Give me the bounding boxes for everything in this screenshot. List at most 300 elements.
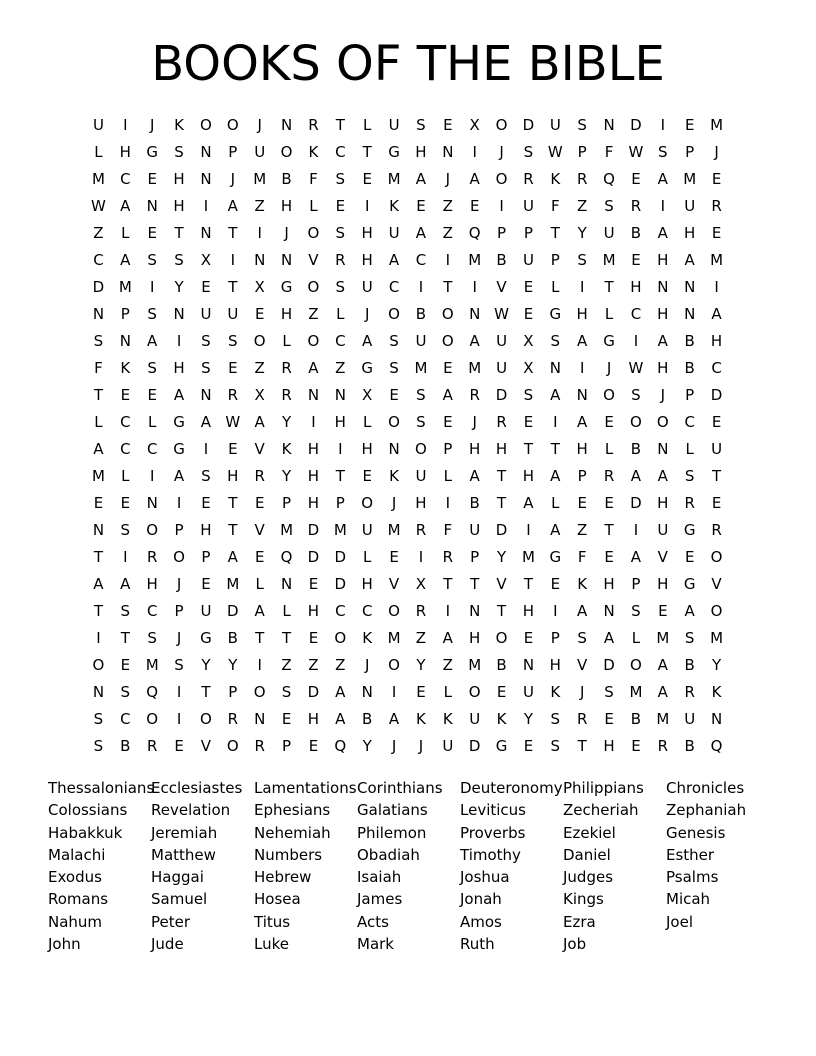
grid-letter: M xyxy=(91,170,105,188)
grid-letter: R xyxy=(308,116,319,134)
grid-letter: Z xyxy=(442,656,453,674)
grid-letter: S xyxy=(389,332,399,350)
grid-letter: H xyxy=(307,440,320,458)
grid-letter: U xyxy=(549,116,561,134)
grid-letter: I xyxy=(257,656,262,674)
grid-letter: Y xyxy=(523,710,534,728)
grid-letter: E xyxy=(523,413,534,431)
grid-letter: I xyxy=(203,197,209,215)
word-list-item: Genesis xyxy=(666,823,726,842)
grid-letter: R xyxy=(684,683,695,701)
grid-letter: U xyxy=(200,602,212,620)
grid-letter: O xyxy=(334,629,347,647)
grid-letter: M xyxy=(91,467,105,485)
word-list-item: Zephaniah xyxy=(666,801,747,820)
word-list-item: Lamentations xyxy=(254,779,357,797)
grid-letter: N xyxy=(146,197,158,215)
grid-letter: A xyxy=(173,467,185,485)
grid-row xyxy=(85,598,730,625)
grid-row xyxy=(85,679,730,706)
grid-letter: P xyxy=(174,521,184,539)
grid-row xyxy=(85,301,730,328)
grid-letter: W xyxy=(494,305,509,323)
grid-letter: S xyxy=(147,359,157,377)
grid-letter: S xyxy=(684,467,695,485)
grid-letter: P xyxy=(497,224,507,242)
grid-letter: H xyxy=(361,575,373,593)
grid-letter: I xyxy=(553,602,558,620)
grid-letter: N xyxy=(549,359,561,377)
grid-letter: G xyxy=(683,575,696,593)
grid-letter: O xyxy=(307,224,320,242)
grid-letter: P xyxy=(228,683,238,701)
grid-letter: V xyxy=(254,521,265,539)
grid-letter: N xyxy=(280,251,293,269)
word-list-item: Habakkuk xyxy=(48,823,123,842)
grid-letter: N xyxy=(522,656,535,674)
grid-letter: A xyxy=(120,251,131,269)
grid-letter: M xyxy=(629,683,643,701)
grid-letter: M xyxy=(656,710,670,728)
word-list-item: Daniel xyxy=(563,845,611,864)
word-list-item: Jude xyxy=(151,935,184,954)
grid-letter: E xyxy=(147,224,157,242)
grid-letter: H xyxy=(227,467,239,485)
grid-letter: O xyxy=(630,413,642,431)
grid-letter: S xyxy=(93,710,104,728)
grid-letter: Y xyxy=(201,656,211,674)
grid-letter: R xyxy=(281,386,292,404)
grid-letter: U xyxy=(684,710,696,728)
grid-letter: N xyxy=(173,305,185,323)
grid-letter: H xyxy=(334,413,346,431)
grid-letter: F xyxy=(604,143,614,161)
grid-letter: U xyxy=(496,332,508,350)
grid-letter: A xyxy=(442,386,453,404)
grid-letter: O xyxy=(280,143,293,161)
grid-letter: K xyxy=(308,143,319,161)
grid-letter: U xyxy=(361,278,373,296)
grid-letter: R xyxy=(603,467,615,485)
grid-letter: B xyxy=(281,170,292,188)
grid-letter: E xyxy=(254,548,265,566)
grid-letter: H xyxy=(119,143,131,161)
grid-letter: O xyxy=(630,656,642,674)
grid-letter: I xyxy=(176,332,182,350)
grid-letter: Y xyxy=(416,656,426,674)
grid-letter: O xyxy=(226,737,239,755)
word-list-item: Corinthians xyxy=(357,779,443,797)
word-list-item: Proverbs xyxy=(460,823,526,842)
grid-letter: S xyxy=(120,683,131,701)
grid-row xyxy=(85,571,730,598)
grid-letter: E xyxy=(201,575,211,593)
grid-letter: T xyxy=(93,386,104,404)
grid-row xyxy=(85,436,730,463)
grid-letter: Z xyxy=(308,656,319,674)
grid-letter: E xyxy=(523,737,534,755)
word-list-item: Ezekiel xyxy=(563,823,616,842)
grid-letter: E xyxy=(711,413,722,431)
grid-letter: H xyxy=(549,656,561,674)
grid-letter: Y xyxy=(577,224,587,242)
grid-letter: C xyxy=(335,143,346,161)
grid-letter: A xyxy=(577,413,588,431)
grid-letter: R xyxy=(335,251,346,269)
grid-letter: I xyxy=(176,710,182,728)
grid-letter: N xyxy=(603,602,615,620)
grid-letter: J xyxy=(579,683,585,701)
grid-letter: A xyxy=(657,467,668,485)
grid-letter: S xyxy=(147,251,157,269)
grid-letter: C xyxy=(335,332,346,350)
grid-row xyxy=(85,220,730,247)
grid-row xyxy=(85,247,730,274)
grid-letter: E xyxy=(684,548,695,566)
word-list-item: Matthew xyxy=(151,845,216,864)
grid-letter: N xyxy=(684,278,696,296)
grid-letter: X xyxy=(469,116,480,134)
grid-letter: E xyxy=(604,548,614,566)
page-title: BOOKS OF THE BIBLE xyxy=(151,36,665,92)
grid-letter: M xyxy=(656,629,670,647)
grid-letter: J xyxy=(714,143,719,161)
grid-letter: O xyxy=(388,413,400,431)
grid-letter: A xyxy=(254,602,265,620)
grid-letter: T xyxy=(228,278,238,296)
grid-letter: Z xyxy=(335,359,346,377)
grid-letter: J xyxy=(391,494,397,512)
grid-letter: E xyxy=(684,116,695,134)
grid-letter: G xyxy=(495,737,508,755)
word-list-item: Ruth xyxy=(460,935,495,954)
grid-letter: T xyxy=(281,629,292,647)
grid-letter: O xyxy=(388,305,400,323)
grid-letter: I xyxy=(499,197,504,215)
grid-letter: A xyxy=(657,683,668,701)
word-list-item: Thessalonians xyxy=(48,779,155,797)
grid-letter: L xyxy=(282,602,291,620)
grid-letter: E xyxy=(711,170,722,188)
grid-letter: E xyxy=(228,440,238,458)
grid-letter: P xyxy=(120,305,130,323)
grid-letter: H xyxy=(173,197,185,215)
grid-letter: S xyxy=(550,710,561,728)
grid-letter: R xyxy=(254,737,265,755)
grid-letter: U xyxy=(603,224,615,242)
grid-letter: E xyxy=(443,359,453,377)
grid-letter: A xyxy=(200,413,212,431)
grid-letter: Z xyxy=(442,224,453,242)
grid-letter: I xyxy=(149,467,155,485)
word-list-item: Ezra xyxy=(563,912,596,931)
grid-letter: T xyxy=(496,494,507,512)
grid-letter: N xyxy=(469,305,481,323)
grid-letter: L xyxy=(551,278,560,296)
grid-letter: E xyxy=(389,548,399,566)
grid-letter: N xyxy=(657,440,669,458)
grid-letter: R xyxy=(630,197,642,215)
grid-row xyxy=(85,193,730,220)
grid-letter: O xyxy=(441,332,454,350)
grid-letter: E xyxy=(308,575,319,593)
grid-row xyxy=(85,706,730,733)
grid-letter: M xyxy=(602,251,616,269)
grid-row xyxy=(85,112,730,139)
grid-letter: T xyxy=(496,467,507,485)
grid-letter: D xyxy=(92,278,105,296)
grid-letter: U xyxy=(522,197,534,215)
grid-letter: A xyxy=(550,467,561,485)
word-list-item: Kings xyxy=(563,890,604,909)
grid-row xyxy=(85,274,730,301)
grid-letter: D xyxy=(227,602,239,620)
grid-letter: G xyxy=(388,143,400,161)
grid-letter: D xyxy=(307,521,320,539)
grid-letter: H xyxy=(657,359,669,377)
grid-letter: M xyxy=(387,521,401,539)
word-list-item: Philippians xyxy=(563,779,644,797)
grid-row xyxy=(85,328,730,355)
grid-letter: M xyxy=(710,629,724,647)
grid-letter: R xyxy=(227,710,239,728)
word-list-item: Zecheriah xyxy=(563,801,639,820)
grid-letter: A xyxy=(577,332,588,350)
grid-letter: F xyxy=(94,359,103,377)
word-list-item: Timothy xyxy=(460,845,521,864)
grid-letter: O xyxy=(173,548,185,566)
grid-letter: A xyxy=(388,251,400,269)
grid-letter: U xyxy=(227,305,239,323)
word-list-item: Amos xyxy=(460,912,502,931)
word-list-item: Mark xyxy=(357,935,394,954)
grid-letter: E xyxy=(254,305,265,323)
grid-letter: R xyxy=(254,467,265,485)
grid-letter: V xyxy=(496,278,507,296)
grid-letter: N xyxy=(469,602,481,620)
grid-letter: P xyxy=(550,629,560,647)
grid-letter: D xyxy=(468,737,481,755)
word-list-item: Titus xyxy=(254,912,291,931)
grid-letter: R xyxy=(442,548,454,566)
grid-letter: M xyxy=(468,656,482,674)
grid-letter: E xyxy=(711,224,722,242)
grid-letter: R xyxy=(711,197,722,215)
grid-letter: E xyxy=(120,656,131,674)
grid-letter: R xyxy=(576,710,588,728)
grid-letter: O xyxy=(388,602,400,620)
grid-letter: O xyxy=(307,332,320,350)
grid-letter: J xyxy=(418,737,424,755)
grid-letter: E xyxy=(308,629,319,647)
word-list-item: Exodus xyxy=(48,868,102,887)
grid-letter: E xyxy=(443,413,453,431)
grid-letter: S xyxy=(201,332,211,350)
grid-letter: C xyxy=(120,440,131,458)
grid-letter: D xyxy=(630,116,642,134)
grid-letter: A xyxy=(657,170,668,188)
grid-letter: V xyxy=(308,251,319,269)
grid-letter: C xyxy=(146,440,158,458)
grid-letter: J xyxy=(445,170,451,188)
grid-letter: Q xyxy=(468,224,481,242)
grid-letter: H xyxy=(603,737,615,755)
grid-letter: N xyxy=(280,116,293,134)
grid-letter: H xyxy=(307,467,320,485)
grid-letter: I xyxy=(391,683,397,701)
grid-letter: H xyxy=(173,170,185,188)
word-list-item: Jeremiah xyxy=(151,823,218,842)
grid-letter: E xyxy=(604,413,614,431)
grid-letter: G xyxy=(361,359,373,377)
word-list-item: Ecclesiastes xyxy=(151,779,243,797)
grid-letter: X xyxy=(254,278,265,296)
grid-letter: S xyxy=(523,386,534,404)
grid-row xyxy=(85,625,730,652)
grid-letter: E xyxy=(147,386,157,404)
grid-letter: R xyxy=(684,494,695,512)
word-list-item: Luke xyxy=(254,935,289,954)
grid-letter: L xyxy=(255,575,264,593)
grid-letter: E xyxy=(523,278,534,296)
grid-letter: A xyxy=(308,359,319,377)
grid-letter: I xyxy=(123,116,128,134)
grid-letter: I xyxy=(418,548,424,566)
grid-letter: H xyxy=(361,251,373,269)
grid-letter: B xyxy=(684,656,695,674)
grid-letter: C xyxy=(684,413,695,431)
grid-letter: R xyxy=(657,737,669,755)
grid-letter: Y xyxy=(362,737,372,755)
grid-letter: P xyxy=(282,494,292,512)
grid-letter: U xyxy=(469,710,481,728)
grid-letter: L xyxy=(363,413,372,431)
grid-letter: M xyxy=(226,575,240,593)
grid-letter: X xyxy=(415,575,427,593)
grid-letter: S xyxy=(147,629,157,647)
grid-letter: L xyxy=(336,305,345,323)
word-list-item: Isaiah xyxy=(357,868,402,887)
grid-letter: I xyxy=(526,521,531,539)
grid-letter: I xyxy=(553,413,558,431)
grid-letter: D xyxy=(307,683,320,701)
grid-letter: N xyxy=(280,575,293,593)
grid-letter: C xyxy=(388,278,400,296)
grid-letter: M xyxy=(387,629,401,647)
grid-letter: S xyxy=(174,251,184,269)
grid-letter: E xyxy=(120,494,131,512)
grid-letter: J xyxy=(176,575,182,593)
grid-letter: U xyxy=(522,251,534,269)
grid-letter: L xyxy=(94,143,103,161)
grid-letter: A xyxy=(120,575,131,593)
grid-letter: N xyxy=(334,386,346,404)
grid-letter: T xyxy=(228,521,238,539)
grid-letter: S xyxy=(120,602,131,620)
grid-letter: V xyxy=(388,575,400,593)
grid-letter: W xyxy=(628,359,644,377)
grid-letter: A xyxy=(93,575,104,593)
grid-letter: O xyxy=(92,656,105,674)
grid-letter: D xyxy=(495,521,508,539)
grid-letter: H xyxy=(576,440,588,458)
grid-letter: Z xyxy=(335,656,346,674)
grid-letter: T xyxy=(362,143,372,161)
grid-letter: T xyxy=(228,494,238,512)
word-list-item: Deuteronomy xyxy=(460,779,563,797)
grid-letter: L xyxy=(148,413,157,431)
grid-letter: R xyxy=(711,521,722,539)
grid-letter: J xyxy=(606,359,612,377)
grid-letter: A xyxy=(415,224,427,242)
grid-letter: L xyxy=(363,548,372,566)
grid-letter: T xyxy=(93,602,104,620)
grid-letter: M xyxy=(280,521,294,539)
grid-letter: P xyxy=(443,440,453,458)
grid-letter: C xyxy=(630,305,642,323)
grid-letter: L xyxy=(94,413,103,431)
grid-letter: C xyxy=(415,251,427,269)
grid-row xyxy=(85,382,730,409)
grid-letter: J xyxy=(364,305,370,323)
grid-letter: A xyxy=(603,629,615,647)
grid-letter: S xyxy=(416,116,426,134)
grid-letter: B xyxy=(630,224,642,242)
word-list-item: Micah xyxy=(666,890,711,909)
grid-letter: I xyxy=(579,278,585,296)
grid-letter: O xyxy=(226,116,239,134)
grid-letter: T xyxy=(711,467,722,485)
grid-letter: Z xyxy=(442,197,453,215)
grid-letter: K xyxy=(577,575,588,593)
grid-letter: S xyxy=(147,305,157,323)
grid-letter: K xyxy=(389,197,399,215)
grid-letter: P xyxy=(577,143,587,161)
grid-row xyxy=(85,463,730,490)
grid-letter: H xyxy=(469,440,481,458)
grid-letter: S xyxy=(550,332,561,350)
grid-letter: U xyxy=(469,521,481,539)
grid-letter: I xyxy=(364,197,370,215)
grid-letter: N xyxy=(361,683,373,701)
grid-letter: J xyxy=(472,413,477,431)
grid-letter: I xyxy=(445,251,451,269)
grid-letter: N xyxy=(254,251,266,269)
grid-letter: S xyxy=(604,683,614,701)
grid-letter: Z xyxy=(415,629,427,647)
grid-letter: N xyxy=(684,305,696,323)
grid-letter: T xyxy=(443,575,453,593)
grid-letter: O xyxy=(253,332,266,350)
grid-letter: I xyxy=(230,251,236,269)
grid-letter: E xyxy=(93,494,104,512)
grid-letter: A xyxy=(684,602,695,620)
grid-letter: S xyxy=(120,521,131,539)
grid-letter: D xyxy=(522,116,535,134)
grid-letter: X xyxy=(254,386,265,404)
grid-letter: P xyxy=(335,494,345,512)
grid-letter: L xyxy=(363,116,372,134)
grid-letter: T xyxy=(604,521,614,539)
grid-letter: U xyxy=(496,359,508,377)
grid-letter: E xyxy=(362,170,372,188)
grid-letter: D xyxy=(710,386,723,404)
grid-letter: D xyxy=(603,656,615,674)
grid-letter: B xyxy=(120,737,131,755)
word-list-item: Malachi xyxy=(48,845,106,864)
grid-letter: S xyxy=(335,278,346,296)
grid-letter: J xyxy=(230,170,236,188)
